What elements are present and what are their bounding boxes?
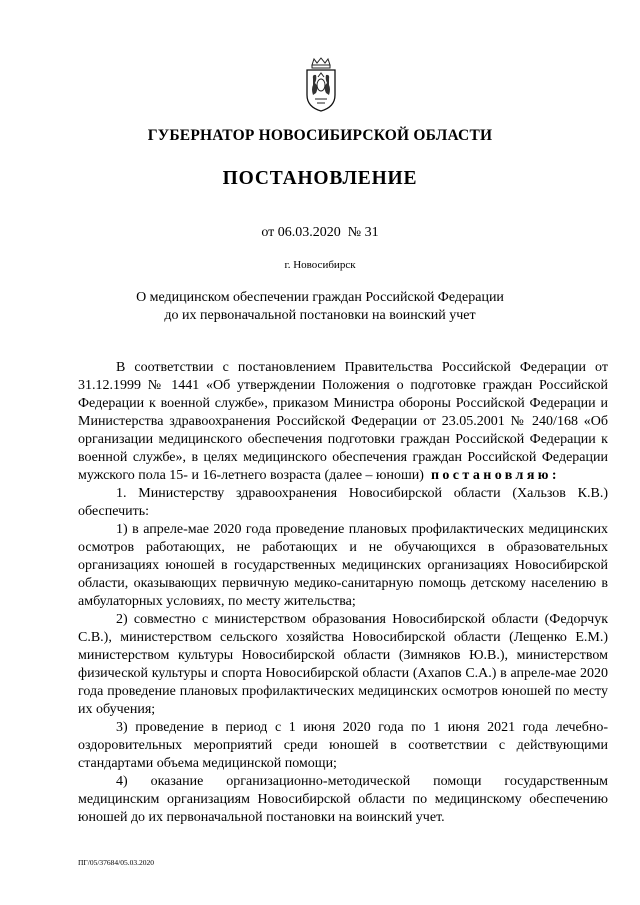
coat-of-arms-emblem	[303, 57, 339, 113]
title-line: О медицинском обеспечении граждан Российской Федерации	[136, 290, 504, 305]
subitem-2: 2) совместно с министерством образования Новосибирской области (Федорчук С.В.), министерством сельского хозяйства Новосибирской области (Лещенко Е.М.) министерством культуры Новосибирской области (Зимняков Ю.В.), министерством физической культуры и спорта Новосибирской области (Ахапов С.А.) в апреле-мае 2020 года проведение плановых профилактических медицинских осмотров юношей по месту их обучения;	[78, 612, 608, 717]
issuing-authority: ГУБЕРНАТОР НОВОСИБИРСКОЙ ОБЛАСТИ	[147, 127, 493, 144]
document-number: № 31	[347, 225, 379, 240]
document-title	[0, 289, 640, 325]
subitem-1: 1) в апреле-мае 2020 года проведение плановых профилактических медицинских осмотров работающих, не работающих и не обучающихся в образовательных организациях юношей в государственных медицинских организациях Новосибирской области, оказывающих первичную медико-санитарную помощь детскому населению в амбулаторных условиях, по месту жительства;	[78, 522, 608, 609]
date-line	[0, 225, 640, 241]
document-date: 06.03.2020	[277, 225, 341, 240]
document-code: ПГ/05/37684/05.03.2020	[78, 858, 155, 867]
title-line: до их первоначальной постановки на воинский учет	[164, 308, 476, 323]
preamble-text: В соответствии с постановлением Правительства Российской Федерации от 31.12.1999 № 1441 «Об утверждении Положения о подготовке граждан Российской Федерации к военной службе», приказом Министра обороны Российской Федерации и Министерства здравоохранения Российской Федерации от 23.05.2001 № 240/168 «Об организации медицинского обеспечения подготовки граждан Российской Федерации к военной службе», в целях медицинского обеспечения граждан Российской Федерации мужского пола 15- и 16-летнего возраста (далее – юноши)	[78, 360, 608, 483]
resolve-colon: :	[551, 468, 557, 483]
resolve-word: постановляю	[430, 468, 552, 483]
subitem-3: 3) проведение в период с 1 июня 2020 года по 1 июня 2021 года лечебно-оздоровительных мероприятий среди юношей в соответствии с действующими стандартами объема медицинской помощи;	[78, 720, 608, 771]
subitem-4: 4) оказание организационно-методической помощи государственным медицинским организациям Новосибирской области по медицинскому обеспечению юношей до их первоначальной постановки на воинский учет.	[78, 774, 608, 825]
city: г. Новосибирск	[284, 259, 356, 271]
preamble-paragraph	[78, 359, 608, 485]
date-prefix: от	[261, 225, 275, 240]
document-body	[78, 359, 608, 827]
document-type: ПОСТАНОВЛЕНИЕ	[222, 168, 418, 189]
item-1: 1. Министерству здравоохранения Новосибирской области (Хальзов К.В.) обеспечить:	[78, 486, 608, 519]
